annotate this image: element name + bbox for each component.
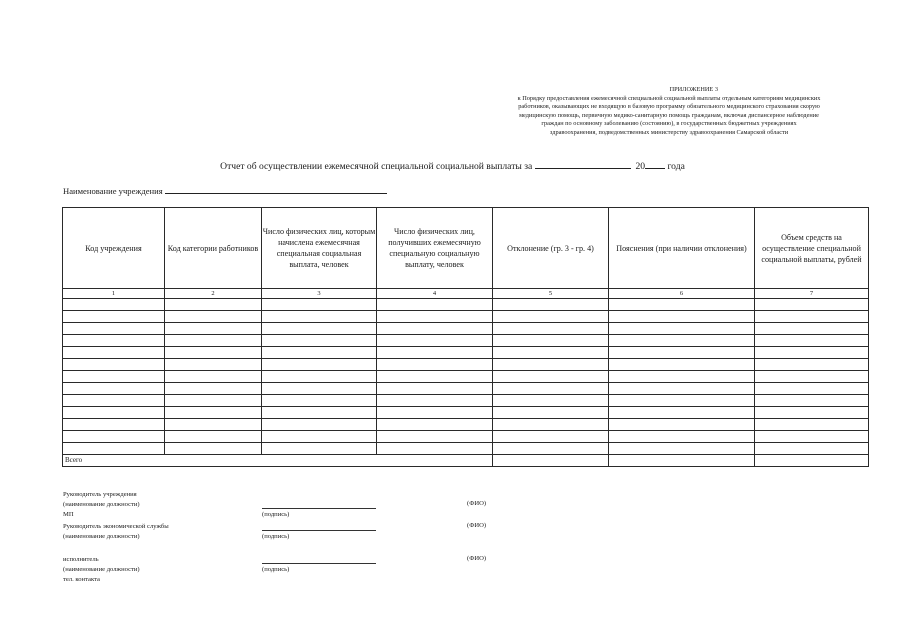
table-cell[interactable] [377, 383, 493, 395]
table-cell[interactable] [609, 323, 755, 335]
table-cell[interactable] [609, 407, 755, 419]
table-cell[interactable] [755, 359, 869, 371]
table-cell[interactable] [609, 395, 755, 407]
table-cell[interactable] [262, 299, 377, 311]
executor-position-hint: (наименование должности) [63, 566, 140, 573]
table-cell[interactable] [609, 383, 755, 395]
header-institution-code: Код учреждения [63, 208, 165, 289]
table-cell[interactable] [377, 359, 493, 371]
org-label: Наименование учреждения [63, 186, 163, 196]
table-cell[interactable] [377, 335, 493, 347]
table-cell[interactable] [755, 371, 869, 383]
table-cell[interactable] [262, 419, 377, 431]
report-table [62, 207, 869, 467]
table-cell[interactable] [609, 335, 755, 347]
table-cell[interactable] [755, 335, 869, 347]
total-row [63, 455, 869, 467]
table-cell[interactable] [377, 299, 493, 311]
table-cell[interactable] [63, 443, 165, 455]
table-row [63, 431, 869, 443]
table-cell[interactable] [262, 347, 377, 359]
table-cell[interactable] [165, 443, 262, 455]
table-cell[interactable] [755, 311, 869, 323]
table-cell[interactable] [377, 371, 493, 383]
appendix-line: медицинскую помощь, первичную медико-санитарную помощь гражданам, включая диспансерное наблюдение [519, 111, 819, 119]
table-cell[interactable] [262, 443, 377, 455]
table-cell[interactable] [63, 299, 165, 311]
year-prefix: 20 [635, 161, 646, 172]
table-cell[interactable] [377, 323, 493, 335]
table-cell[interactable] [63, 419, 165, 431]
table-cell[interactable] [609, 443, 755, 455]
report-title-text: Отчет об осуществлении ежемесячной специальной социальной выплаты за [220, 161, 533, 172]
column-number: 6 [609, 289, 755, 299]
appendix-line: здравоохранения, подведомственных министерству здравоохранения Самарской области [549, 128, 789, 136]
table-cell[interactable] [493, 371, 609, 383]
org-name-row [63, 184, 387, 196]
header-category-code: Код категории работников [165, 208, 262, 289]
table-cell[interactable] [377, 395, 493, 407]
table-cell[interactable] [165, 311, 262, 323]
total-deviation-cell[interactable] [493, 455, 609, 467]
column-number: 1 [63, 289, 165, 299]
table-cell[interactable] [609, 431, 755, 443]
table-row [63, 419, 869, 431]
table-header-row [63, 208, 869, 289]
table-cell[interactable] [262, 323, 377, 335]
table-cell[interactable] [165, 371, 262, 383]
header-amount: Объем средств на осуществление специальной социальной выплаты, рублей [755, 208, 869, 289]
appendix-block [470, 86, 868, 138]
table-cell[interactable] [755, 299, 869, 311]
head-signature-hint: (подпись) [262, 511, 290, 518]
header-accrued-count: Число физических лиц, которым начислена ежемесячная специальная социальная выплата, человек [262, 208, 377, 289]
executor-fio-label: (ФИО) [467, 555, 487, 562]
econ-position-hint: (наименование должности) [63, 533, 140, 540]
table-cell[interactable] [165, 383, 262, 395]
table-cell[interactable] [63, 323, 165, 335]
table-cell[interactable] [493, 323, 609, 335]
table-cell[interactable] [609, 371, 755, 383]
head-signature-line[interactable] [262, 508, 376, 509]
column-number-row [63, 289, 869, 299]
table-row [63, 443, 869, 455]
table-cell[interactable] [493, 443, 609, 455]
executor-title: исполнитель [63, 556, 99, 563]
table-cell[interactable] [165, 347, 262, 359]
table-cell[interactable] [377, 311, 493, 323]
table-cell[interactable] [377, 431, 493, 443]
table-row [63, 347, 869, 359]
column-number: 2 [165, 289, 262, 299]
table-cell[interactable] [63, 311, 165, 323]
table-cell[interactable] [262, 371, 377, 383]
table-cell[interactable] [377, 419, 493, 431]
table-cell[interactable] [165, 419, 262, 431]
table-cell[interactable] [755, 383, 869, 395]
head-position-hint: (наименование должности) [63, 501, 140, 508]
table-cell[interactable] [493, 299, 609, 311]
total-amount-cell[interactable] [755, 455, 869, 467]
total-explanations-cell[interactable] [609, 455, 755, 467]
table-cell[interactable] [493, 359, 609, 371]
table-cell[interactable] [165, 395, 262, 407]
table-cell[interactable] [755, 395, 869, 407]
table-cell[interactable] [755, 347, 869, 359]
table-cell[interactable] [262, 335, 377, 347]
table-cell[interactable] [63, 407, 165, 419]
table-cell[interactable] [63, 335, 165, 347]
table-row [63, 311, 869, 323]
table-cell[interactable] [493, 335, 609, 347]
table-cell[interactable] [165, 335, 262, 347]
year-suffix: года [667, 161, 685, 172]
table-row [63, 359, 869, 371]
table-cell[interactable] [165, 359, 262, 371]
econ-signature-hint: (подпись) [262, 533, 290, 540]
header-received-count: Число физических лиц, получивших ежемесячную специальную социальную выплату, человек [377, 208, 493, 289]
table-cell[interactable] [493, 395, 609, 407]
table-cell[interactable] [493, 419, 609, 431]
table-cell[interactable] [262, 383, 377, 395]
appendix-line: граждан по основному заболеванию (состоянию), в государственных бюджетных учреждениях [541, 120, 797, 128]
table-cell[interactable] [755, 419, 869, 431]
table-cell[interactable] [609, 347, 755, 359]
econ-fio-label: (ФИО) [467, 522, 487, 529]
head-title: Руководитель учреждения [63, 491, 137, 498]
appendix-line: к Порядку предоставления ежемесячной специальной социальной выплаты отдельным категориям медицинских [517, 94, 821, 102]
table-cell[interactable] [609, 359, 755, 371]
table-cell[interactable] [755, 323, 869, 335]
econ-signature-line[interactable] [262, 530, 376, 531]
year-field[interactable] [645, 159, 665, 169]
table-cell[interactable] [755, 443, 869, 455]
contact-phone-label: тел. контакта [63, 576, 100, 583]
table-cell[interactable] [493, 383, 609, 395]
header-deviation: Отклонение (гр. 3 - гр. 4) [493, 208, 609, 289]
table-cell[interactable] [262, 407, 377, 419]
table-cell[interactable] [493, 431, 609, 443]
table-cell[interactable] [609, 311, 755, 323]
table-cell[interactable] [165, 299, 262, 311]
table-cell[interactable] [493, 311, 609, 323]
column-number: 7 [755, 289, 869, 299]
table-cell[interactable] [63, 395, 165, 407]
table-cell[interactable] [493, 407, 609, 419]
table-cell[interactable] [165, 407, 262, 419]
table-row [63, 299, 869, 311]
table-cell[interactable] [755, 407, 869, 419]
table-cell[interactable] [262, 359, 377, 371]
table-cell[interactable] [165, 323, 262, 335]
table-row [63, 407, 869, 419]
table-cell[interactable] [262, 431, 377, 443]
table-cell[interactable] [377, 347, 493, 359]
table-row [63, 395, 869, 407]
appendix-line: работников, оказывающих не входящую в базовую программу обязательного медицинского страхования скорую [518, 103, 820, 111]
appendix-title: ПРИЛОЖЕНИЕ 3 [669, 86, 718, 93]
table-cell[interactable] [377, 443, 493, 455]
table-cell[interactable] [165, 431, 262, 443]
total-label: Всего [63, 455, 493, 467]
table-cell[interactable] [755, 431, 869, 443]
table-row [63, 323, 869, 335]
table-cell[interactable] [609, 299, 755, 311]
column-number: 3 [262, 289, 377, 299]
econ-title: Руководитель экономической службы [63, 523, 169, 530]
table-cell[interactable] [262, 395, 377, 407]
stamp-label: МП [63, 511, 74, 518]
column-number: 5 [493, 289, 609, 299]
executor-signature-hint: (подпись) [262, 566, 290, 573]
column-number: 4 [377, 289, 493, 299]
period-field[interactable] [535, 159, 631, 169]
table-cell[interactable] [63, 359, 165, 371]
table-cell[interactable] [63, 347, 165, 359]
head-fio-label: (ФИО) [467, 500, 487, 507]
table-cell[interactable] [609, 419, 755, 431]
table-cell[interactable] [377, 407, 493, 419]
table-cell[interactable] [493, 347, 609, 359]
table-row [63, 383, 869, 395]
table-cell[interactable] [63, 371, 165, 383]
executor-signature-line[interactable] [262, 563, 376, 564]
report-title [0, 159, 905, 172]
table-cell[interactable] [262, 311, 377, 323]
header-explanations: Пояснения (при наличии отклонения) [609, 208, 755, 289]
org-name-field[interactable] [165, 184, 387, 194]
table-row [63, 371, 869, 383]
table-cell[interactable] [63, 431, 165, 443]
table-cell[interactable] [63, 383, 165, 395]
table-row [63, 335, 869, 347]
